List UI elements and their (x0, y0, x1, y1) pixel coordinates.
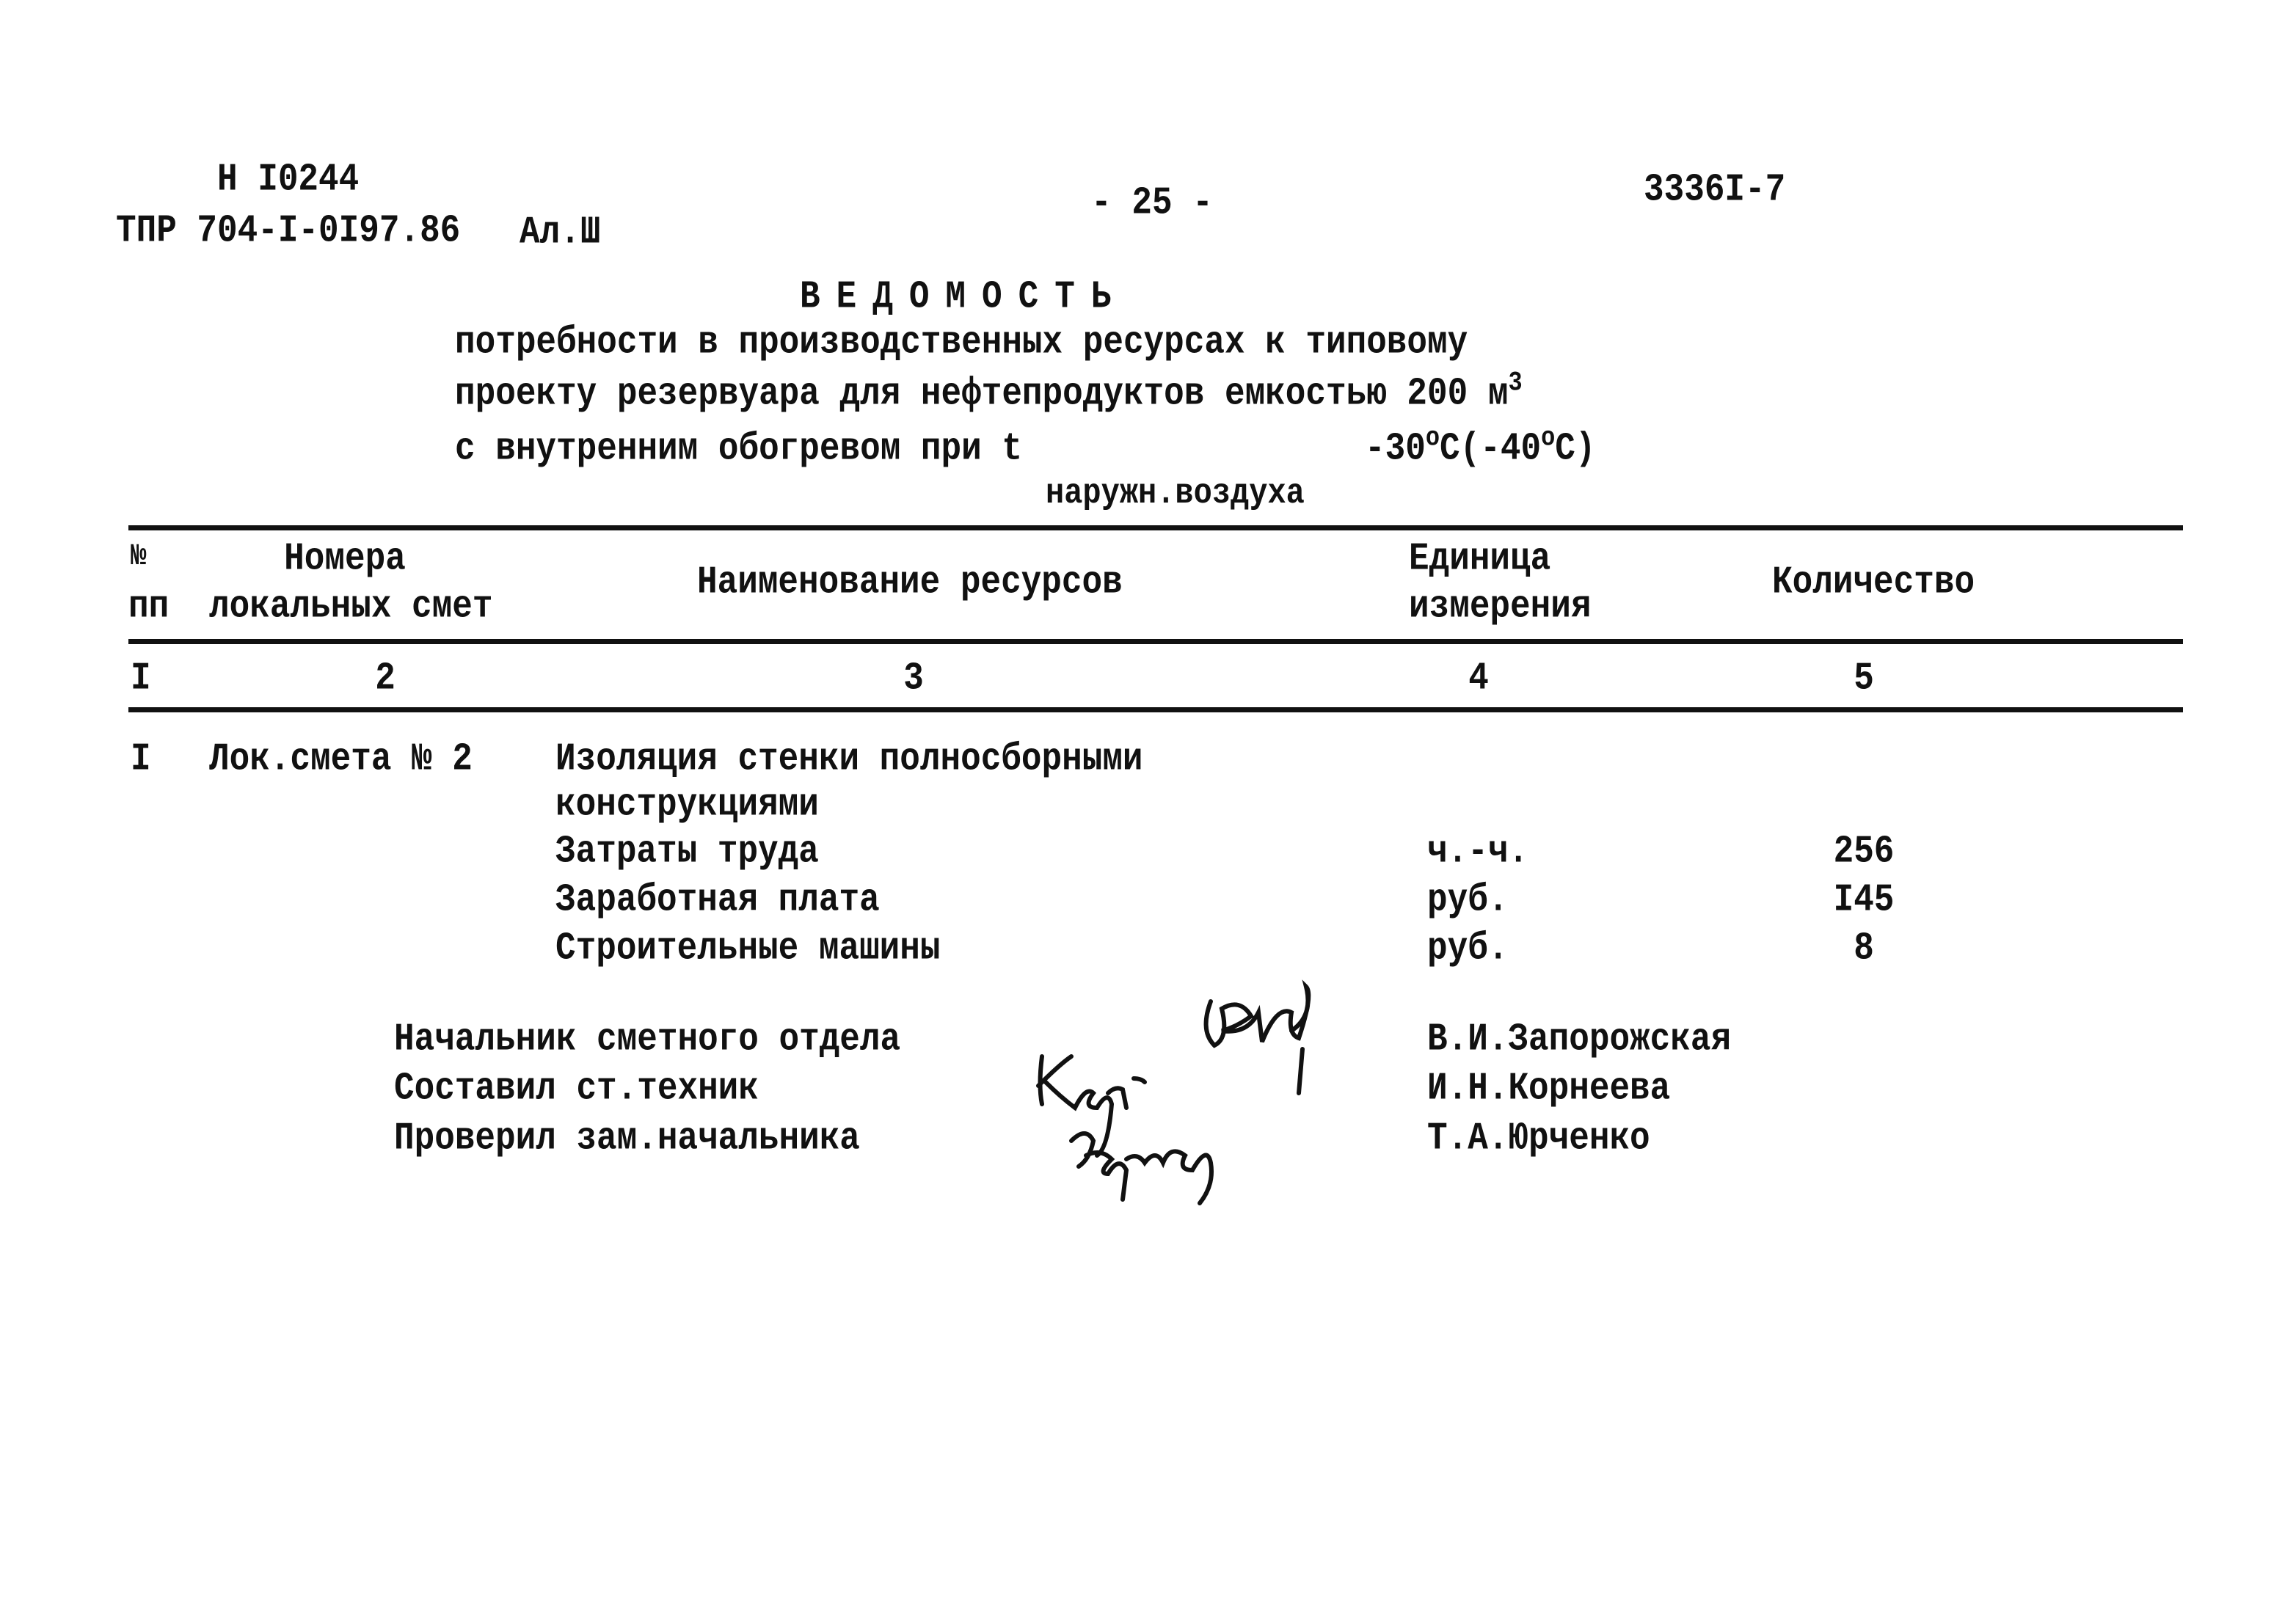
header-estimates-1: Номера (284, 536, 406, 581)
subtitle-line3: с внутренним обогревом при t (455, 426, 1022, 471)
header-num-2: пп (128, 584, 170, 629)
signature-name: Т.А.Юрченко (1427, 1116, 1650, 1161)
column-number: 4 (1468, 656, 1489, 701)
header-quantity: Количество (1772, 560, 1975, 605)
item-name: Строительные машины (555, 926, 941, 971)
signature-role: Начальник сметного отдела (394, 1017, 901, 1062)
item-name: Затраты труда (555, 829, 819, 874)
code-n: Н I0244 (217, 157, 360, 202)
item-qty: I45 (1833, 877, 1895, 922)
item-qty: 8 (1854, 926, 1874, 971)
row-name-line2: конструкциями (555, 782, 819, 827)
page-number: - 25 - (1091, 180, 1213, 225)
subtitle-line1: потребности в производственных ресурсах к типовому (455, 320, 1468, 365)
item-name: Заработная плата (555, 877, 880, 922)
column-number: I (131, 656, 151, 701)
row-number: I (131, 737, 151, 781)
album-label: Ал.Ш (520, 210, 601, 255)
signature-3 (1071, 1133, 1211, 1203)
item-unit: руб. (1427, 926, 1509, 971)
code-tpr: ТПР 704-I-0I97.86 (116, 208, 461, 253)
signature-name: В.И.Запорожская (1427, 1017, 1732, 1062)
document-title: ВЕДОМОСТЬ (800, 274, 1128, 319)
doc-number: 3336I-7 (1644, 167, 1786, 212)
column-number: 3 (903, 656, 924, 701)
column-number: 2 (375, 656, 396, 701)
signature-role: Проверил зам.начальника (394, 1116, 860, 1161)
temperature: $-30^оС(-40^оС)$ (1365, 422, 1596, 471)
item-unit: руб. (1427, 877, 1509, 922)
item-qty: 256 (1833, 829, 1895, 874)
column-number: 5 (1854, 656, 1874, 701)
subtitle-subscript: наружн.воздуха (1046, 472, 1305, 514)
signature-name: И.Н.Корнеева (1427, 1066, 1671, 1111)
row-name-line1: Изоляция стенки полносборными (555, 737, 1143, 781)
signature-role: Составил ст.техник (394, 1066, 759, 1111)
header-resource-name: Наименование ресурсов (697, 560, 1123, 605)
item-unit: ч.-ч. (1427, 829, 1529, 874)
row-estimate: Лок.смета № 2 (209, 737, 473, 781)
subtitle-line2: проекту резервуара для нефтепродуктов емкостью 200 $м^3$ (455, 367, 1523, 416)
header-estimates-2: локальных смет (209, 584, 493, 629)
signature-1 (1206, 987, 1309, 1093)
header-num-1: № (131, 538, 147, 574)
header-unit-1: Единица (1409, 536, 1551, 581)
header-unit-2: измерения (1409, 584, 1592, 629)
